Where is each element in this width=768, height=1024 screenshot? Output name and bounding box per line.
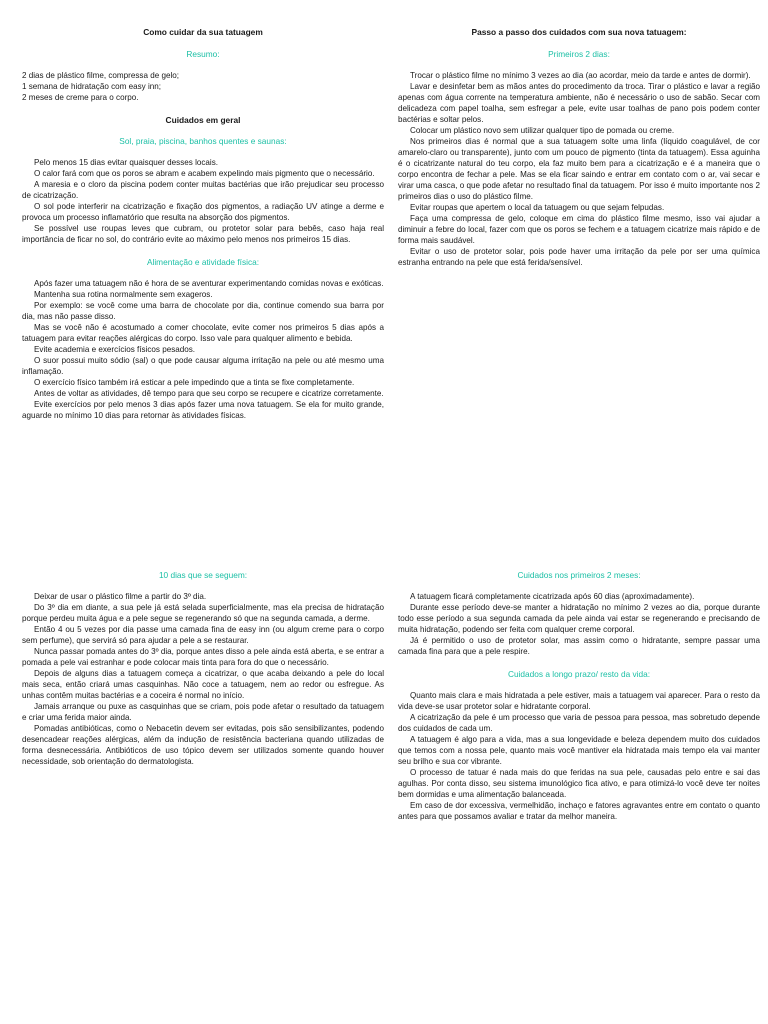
column-top-right [398, 27, 760, 268]
alimentacao-heading: Alimentação e atividade física: [146, 257, 260, 267]
paragraph: Mas se você não é acostumado a comer chocolate, evite comer nos primeiros 5 dias após a tatuagem para evitar reações alérgicas do corpo. Isso vale para qualquer alimento e bebida. [22, 323, 384, 343]
dois-meses-heading: Cuidados nos primeiros 2 meses: [517, 570, 641, 580]
paragraph: Evite academia e exercícios físicos pesados. [34, 345, 196, 354]
paragraph: Lavar e desinfetar bem as mãos antes do procedimento da troca. Tirar o plástico e lavar a região apenas com água corrente na temperatura ambiente, não é necessário o uso de sabão. Secar com delicadeza com papel toalha, sem esfregar a pele, evite usar toalhas de pano pois podem conter bactérias e soltar pelos. [398, 82, 760, 124]
paragraph: A tatuagem é algo para a vida, mas a sua longevidade e beleza dependem muito dos cuidados que temos com a nossa pele, quanto mais você mantiver ela hidratada mais tempo ela vai manter seu brilho e sua cor vibrante. [398, 735, 760, 766]
paragraph: Depois de alguns dias a tatuagem começa a cicatrizar, o que acaba deixando a pele do local mais seca, então criará umas casquinhas. Não coce a tatuagem, nem ao redor ou esfregue. As unhas contêm muitas bactérias e a coceira é normal no início. [22, 669, 384, 700]
alimentacao-section [22, 278, 384, 421]
paragraph: Deixar de usar o plástico filme a partir do 3º dia. [34, 592, 207, 601]
paragraph: O exercício físico também irá esticar a pele impedindo que a tinta se fixe completamente. [34, 378, 355, 387]
paragraph: Trocar o plástico filme no mínimo 3 vezes ao dia (ao acordar, meio da tarde e antes de dormir). [410, 71, 751, 80]
paragraph: A cicatrização da pele é um processo que varia de pessoa para pessoa, mas sobretudo depende dos cuidados de cada um. [398, 713, 760, 733]
paragraph: O sol pode interferir na cicatrização e fixação dos pigmentos, a radiação UV atinge a derme e provoca um processo inflamatório que resulta na absorção dos pigmentos. [22, 202, 384, 222]
paragraph: O calor fará com que os poros se abram e acabem expelindo mais pigmento que o necessário. [34, 169, 375, 178]
paragraph: Então 4 ou 5 vezes por dia passe uma camada fina de easy inn (ou algum creme para o corpo sem perfume), que servirá só para ajudar a pele a se restaurar. [22, 625, 384, 645]
paragraph: O suor possui muito sódio (sal) o que pode causar alguma irritação na pele ou até mesmo uma inflamação. [22, 356, 384, 376]
paragraph: Evite exercícios por pelo menos 3 dias após fazer uma nova tatuagem. Se ela for muito grande, aguarde no mínimo 10 dias para retornar às atividades físicas. [22, 400, 384, 420]
paragraph: Por exemplo: se você come uma barra de chocolate por dia, continue comendo sua barra por dia, mas não passe disso. [22, 301, 384, 321]
paragraph: Jamais arranque ou puxe as casquinhas que se criam, pois pode afetar o resultado da tatuagem e criar uma ferida maior ainda. [22, 702, 384, 722]
resumo-item: 2 meses de creme para o corpo. [22, 93, 139, 102]
paragraph: Durante esse período deve-se manter a hidratação no mínimo 2 vezes ao dia, porque durante todo esse período a sua segunda camada da pele ainda vai estar se regenerando e precisando de muita hidratação, podendo ser feita com qualquer creme corporal. [398, 603, 760, 634]
primeiros-dias-heading: Primeiros 2 dias: [548, 49, 610, 59]
paragraph: A maresia e o cloro da piscina podem conter muitas bactérias que irão prejudicar seu processo de cicatrização. [22, 180, 384, 200]
dois-meses-section [398, 591, 760, 657]
paragraph: Evitar o uso de protetor solar, pois pode haver uma irritação da pele por ser uma química estranha entrando na pele que está ferida/sensível. [398, 247, 760, 267]
paragraph: Faça uma compressa de gelo, coloque em cima do plástico filme mesmo, isso vai ajudar a diminuir a febre do local, fazer com que os poros se fechem e a tatuagem cicatrize mais rápido e de forma mais saudável. [398, 214, 760, 245]
resumo-heading: Resumo: [186, 49, 220, 59]
column-bottom-right [398, 570, 760, 822]
column-bottom-left [22, 570, 384, 767]
paragraph: Antes de voltar as atividades, dê tempo para que seu corpo se recupere e cicatrize corretamente. [34, 389, 384, 398]
paragraph: Quanto mais clara e mais hidratada a pele estiver, mais a tatuagem vai aparecer. Para o resto da vida deve-se usar protetor solar e hidratante corporal. [398, 691, 760, 711]
paragraph: Colocar um plástico novo sem utilizar qualquer tipo de pomada ou creme. [410, 126, 675, 135]
paragraph: Após fazer uma tatuagem não é hora de se aventurar experimentando comidas novas e exóticas. [34, 279, 384, 288]
paragraph: Em caso de dor excessiva, vermelhidão, inchaço e fatores agravantes entre em contato o quanto antes para que possamos avaliar e tratar da melhor maneira. [398, 801, 760, 821]
document-title: Como cuidar da sua tatuagem [143, 27, 263, 37]
longo-prazo-heading: Cuidados a longo prazo/ resto da vida: [507, 669, 651, 679]
dez-dias-section [22, 591, 384, 767]
paragraph: Se possível use roupas leves que cubram, ou protetor solar para bebês, caso haja real importância de ficar no sol, do contrário evite ao máximo pelo menos nos primeiros 15 dias. [22, 224, 384, 244]
column-top-left [22, 27, 384, 421]
sol-section [22, 157, 384, 245]
resumo-list [22, 70, 384, 103]
paragraph: Nunca passar pomada antes do 3º dia, porque antes disso a pele ainda está aberta, e se entrar a pomada a pele vai estranhar e pode colocar mais tinta para fora do que o necessário. [22, 647, 384, 667]
longo-prazo-section [398, 690, 760, 822]
paragraph: Nos primeiros dias é normal que a sua tatuagem solte uma linfa (líquido coagulável, de cor amarelo-claro ou transparente), junto com um pouco de pigmento (tinta da tatuagem). Essa aguinha é o cicatrizante natural do teu corpo, ela faz muito bem para a cicatrização e é a maneira que o corpo encontra de fechar a pele. Mas se ela ficar saindo e entrar em contato com o ar, vai secar e virar uma casca, o que pode afetar no resultado final da tatuagem. Por isso é muito importante nos 2 primeiros dias o uso do plástico filme. [398, 137, 760, 201]
primeiros-dias-section [398, 70, 760, 268]
paragraph: O processo de tatuar é nada mais do que feridas na sua pele, causadas pelo entre e sai das agulhas. Por conta disso, seu sistema imunológico fica ativo, e para otimizá-lo você deve ter noites bem dormidas e uma alimentação balanceada. [398, 768, 760, 799]
sol-heading: Sol, praia, piscina, banhos quentes e saunas: [119, 136, 287, 146]
paragraph: Evitar roupas que apertem o local da tatuagem ou que sejam felpudas. [410, 203, 665, 212]
cuidados-gerais-title: Cuidados em geral [165, 115, 241, 125]
paragraph: A tatuagem ficará completamente cicatrizada após 60 dias (aproximadamente). [410, 592, 695, 601]
paragraph: Já é permitido o uso de protetor solar, mas assim como o hidratante, sempre passar uma camada fina para que a pele respire. [398, 636, 760, 656]
resumo-item: 2 dias de plástico filme, compressa de gelo; [22, 71, 180, 80]
paragraph: Pomadas antibióticas, como o Nebacetin devem ser evitadas, pois são sensibilizantes, podendo desencadear reações alérgicas, além da indução de resistência bacteriana quando utilizadas de forma desnecessária. Antibióticos de uso tópico devem ser utilizados somente quando houver necessidade, sob orientação do dermatologista. [22, 724, 384, 766]
dez-dias-heading: 10 dias que se seguem: [158, 570, 248, 580]
resumo-item: 1 semana de hidratação com easy inn; [22, 82, 162, 91]
passo-a-passo-title: Passo a passo dos cuidados com sua nova tatuagem: [471, 27, 687, 37]
paragraph: Do 3º dia em diante, a sua pele já está selada superficialmente, mas ela precisa de hidratação porque perdeu muita água e a pele segue se regenerando só que na segunda camada, a derme. [22, 603, 384, 623]
paragraph: Mantenha sua rotina normalmente sem exageros. [34, 290, 213, 299]
paragraph: Pelo menos 15 dias evitar quaisquer desses locais. [34, 158, 219, 167]
